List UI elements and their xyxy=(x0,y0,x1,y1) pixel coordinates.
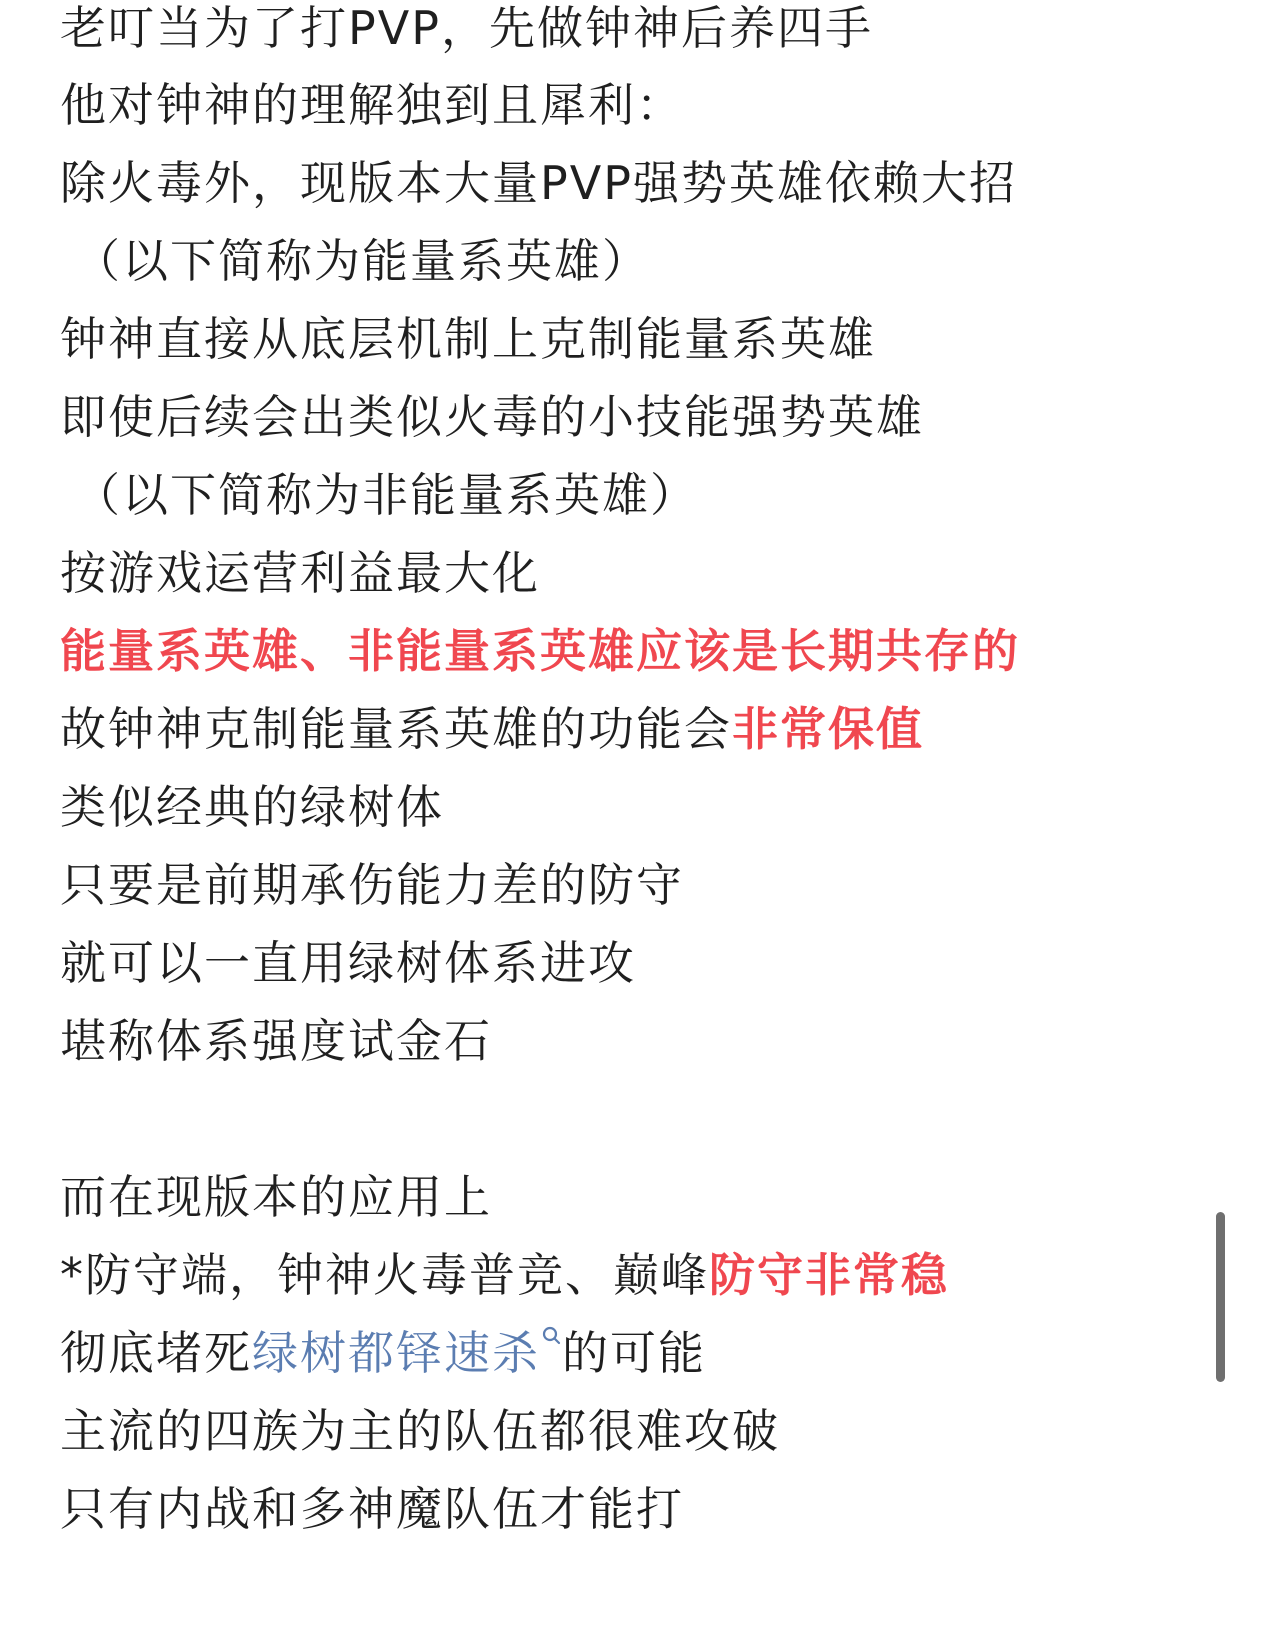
text-line: 除火毒外，现版本大量PVP强势英雄依赖大招 xyxy=(60,156,1017,210)
search-link[interactable]: 绿树都铎速杀 xyxy=(252,1326,540,1380)
text-segment: 彻底堵死 xyxy=(60,1326,252,1380)
text-line: 老叮当为了打PVP，先做钟神后养四手 xyxy=(60,1,873,55)
scrollbar[interactable] xyxy=(1216,1212,1225,1382)
highlight-text: 非常保值 xyxy=(732,702,924,756)
text-line: 按游戏运营利益最大化 xyxy=(60,546,540,600)
text-line: 钟神直接从底层机制上克制能量系英雄 xyxy=(60,312,876,366)
search-icon[interactable] xyxy=(540,1325,562,1381)
text-segment: 的可能 xyxy=(562,1326,706,1380)
text-line: 只有内战和多神魔队伍才能打 xyxy=(60,1482,684,1536)
text-line: 主流的四族为主的队伍都很难攻破 xyxy=(60,1404,780,1458)
text-line: 类似经典的绿树体 xyxy=(60,780,444,834)
text-line: 即使后续会出类似火毒的小技能强势英雄 xyxy=(60,390,924,444)
text-line: （以下简称为能量系英雄） xyxy=(74,234,650,288)
highlight-line: 能量系英雄、非能量系英雄应该是长期共存的 xyxy=(60,624,1020,678)
text-line: 他对钟神的理解独到且犀利： xyxy=(60,78,684,132)
text-line: 就可以一直用绿树体系进攻 xyxy=(60,936,636,990)
text-segment: 故钟神克制能量系英雄的功能会 xyxy=(60,702,732,756)
text-segment: *防守端，钟神火毒普竞、巅峰 xyxy=(60,1248,709,1302)
text-line: 而在现版本的应用上 xyxy=(60,1170,492,1224)
text-line xyxy=(60,1247,949,1303)
text-line xyxy=(60,701,924,757)
text-line: 只要是前期承伤能力差的防守 xyxy=(60,858,684,912)
highlight-text: 防守非常稳 xyxy=(709,1248,949,1302)
text-line xyxy=(60,1325,706,1381)
text-line: 堪称体系强度试金石 xyxy=(60,1014,492,1068)
text-line: （以下简称为非能量系英雄） xyxy=(74,468,698,522)
